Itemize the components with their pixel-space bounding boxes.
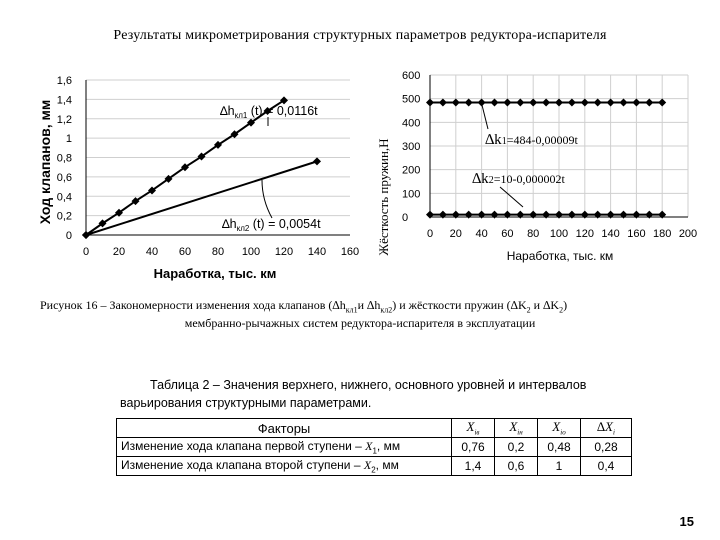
x-tick-label: 0	[82, 246, 90, 258]
x-tick-label: 100	[549, 228, 569, 240]
chart2-series	[426, 98, 666, 218]
factors-table	[116, 418, 632, 476]
row-label: Изменение хода клапана первой ступени – $X_1$, мм	[117, 438, 452, 457]
data-point	[313, 157, 321, 165]
cell-upper: 1,4	[452, 457, 495, 476]
chart1-annotation-hkl2-leader	[262, 180, 272, 218]
x-tick-label: 140	[601, 228, 620, 240]
x-tick-label: 160	[627, 228, 646, 240]
figure-caption-line2: мембранно-рычажных систем редуктора-испарителя в эксплуатации	[184, 316, 536, 330]
page-title: Результаты микрометрирования структурных параметров редуктора-испарителя	[113, 28, 607, 43]
y-tick-label: 1	[65, 133, 72, 146]
x-tick-label: 60	[501, 228, 514, 240]
data-point	[439, 98, 447, 106]
y-tick-label: 500	[402, 93, 421, 106]
data-point	[645, 98, 653, 106]
y-tick-label: 1,4	[56, 94, 72, 107]
y-tick-label: 0	[65, 230, 72, 242]
x-tick-label: 40	[145, 246, 159, 258]
table-header-row	[117, 419, 632, 438]
page-number: 15	[679, 514, 694, 529]
y-tick-label: 1,2	[56, 113, 72, 126]
x-tick-label: 80	[527, 228, 540, 240]
data-point	[658, 98, 666, 106]
data-point	[465, 98, 473, 106]
chart2-annotation-k1: ∆k1=484-0,00009t	[485, 132, 578, 148]
x-tick-label: 20	[112, 246, 126, 258]
y-tick-label: 200	[402, 164, 421, 177]
data-point	[632, 98, 640, 106]
header-base-level: $\overline{X}_{io}$	[538, 419, 581, 438]
data-point	[491, 98, 499, 106]
x-tick-label: 120	[575, 228, 594, 240]
data-point	[581, 98, 589, 106]
chart2-x-axis-label: Наработка, тыс. км	[506, 249, 614, 263]
cell-base: 1	[538, 457, 581, 476]
data-point	[426, 98, 434, 106]
spring-stiffness-chart	[360, 55, 705, 275]
y-tick-label: 100	[402, 188, 421, 201]
data-point	[503, 98, 511, 106]
figure-caption-line1: Рисунок 16 – Закономерности изменения хода клапанов ($\Delta h_{кл1}и$ $\Delta h_{кл2}$) и жёсткости пружин ($\Delta K_2$ и $\Delta K_2$)	[40, 298, 568, 315]
data-point	[594, 98, 602, 106]
row-label: Изменение хода клапана второй ступени – $X_2$, мм	[117, 457, 452, 476]
chart1-annotation-hkl2: $\Delta h_{кл2}$ (t) = 0,0054t	[222, 217, 321, 233]
y-tick-label: 0,6	[56, 171, 72, 184]
x-tick-label: 60	[178, 246, 192, 258]
cell-lower: 0,6	[495, 457, 538, 476]
data-point	[529, 98, 537, 106]
header-lower-level: $\overline{X}_{iн}$	[495, 419, 538, 438]
chart2-annotation-k2: ∆k2=10-0,000002t	[472, 171, 565, 187]
x-tick-label: 140	[307, 246, 327, 258]
y-tick-label: 0,8	[56, 152, 72, 165]
header-factors: Факторы	[117, 419, 452, 438]
y-tick-label: 400	[402, 117, 421, 130]
chart2-annotation-k1-leader	[482, 105, 488, 129]
cell-upper: 0,76	[452, 438, 495, 457]
y-tick-label: 300	[402, 141, 421, 153]
table-title-line2: варьирования структурными параметрами.	[120, 396, 372, 410]
cell-interval: 0,4	[581, 457, 632, 476]
x-tick-label: 20	[449, 228, 462, 240]
x-tick-label: 180	[653, 228, 672, 240]
data-point	[516, 98, 524, 106]
chart2-annotation-k2-leader	[500, 187, 523, 207]
data-point	[542, 98, 550, 106]
x-tick-label: 0	[426, 228, 434, 240]
data-point	[555, 98, 563, 106]
x-tick-label: 100	[241, 246, 261, 258]
data-point	[452, 98, 460, 106]
x-tick-label: 160	[340, 246, 360, 258]
chart1-y-axis-label: Ход клапанов, мм	[37, 99, 53, 225]
x-tick-label: 80	[211, 246, 225, 258]
cell-interval: 0,28	[581, 438, 632, 457]
valve-travel-chart	[0, 60, 360, 295]
y-tick-label: 0,2	[56, 210, 72, 223]
chart1-annotation-hkl1: $\Delta h_{кл1}$ (t) = 0,0116t	[220, 104, 318, 120]
cell-base: 0,48	[538, 438, 581, 457]
x-tick-label: 40	[475, 228, 488, 240]
cell-lower: 0,2	[495, 438, 538, 457]
x-tick-label: 120	[274, 246, 294, 258]
table-row	[117, 438, 632, 457]
y-tick-label: 0,4	[56, 191, 72, 204]
y-tick-label: 0	[402, 212, 409, 224]
data-point	[568, 98, 576, 106]
header-upper-level: $\overline{X}_{iв}$	[452, 419, 495, 438]
x-tick-label: 200	[678, 228, 698, 240]
table-title: Таблица 2 – Значения верхнего, нижнего, основного уровней и интервалов	[150, 378, 587, 392]
data-point	[620, 98, 628, 106]
chart2-y-axis-label: Жёсткость пружин,Н	[376, 138, 391, 256]
data-point	[607, 98, 615, 106]
y-tick-label: 600	[402, 70, 421, 82]
chart1-x-axis-label: Наработка, тыс. км	[153, 266, 277, 281]
header-interval: $\Delta\overline{X}_i$	[581, 419, 632, 438]
table-row	[117, 457, 632, 476]
y-tick-label: 1,6	[56, 75, 72, 87]
